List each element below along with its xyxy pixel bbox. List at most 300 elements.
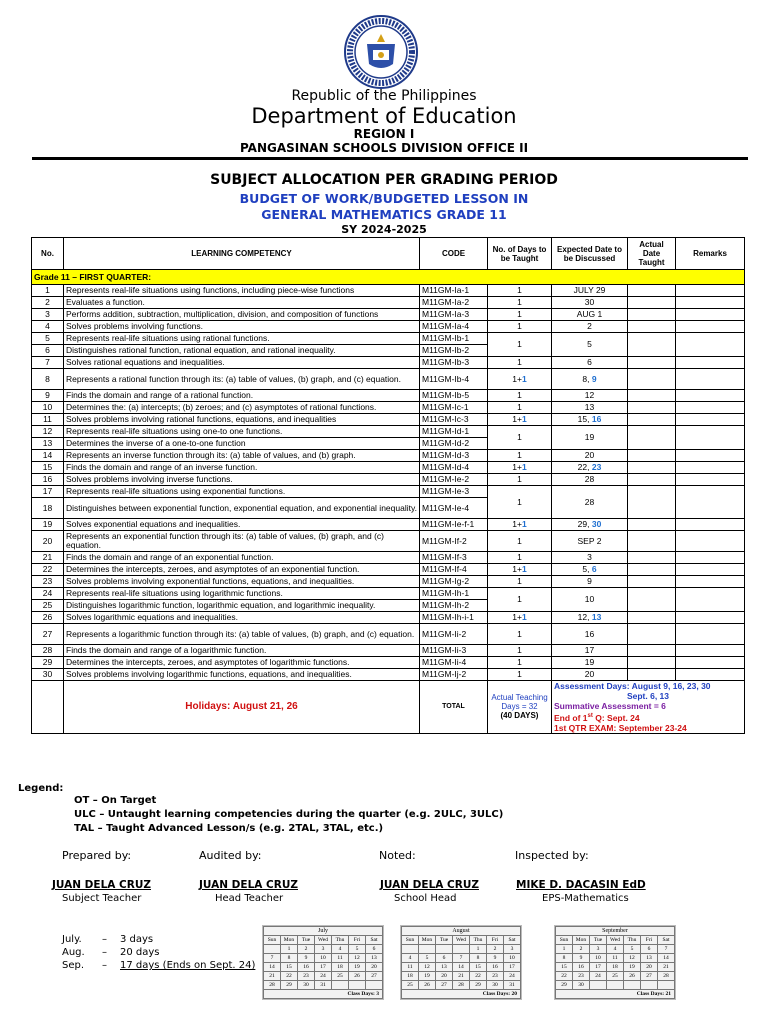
row-expected-date: JULY 29 bbox=[552, 285, 628, 297]
republic-line: Republic of the Philippines bbox=[291, 88, 477, 104]
legend-item-tal: TAL – Taught Advanced Lesson/s (e.g. 2TAL, 3TAL, etc.) bbox=[74, 823, 384, 834]
table-row bbox=[32, 486, 745, 498]
calendar-weekday: Thu bbox=[470, 936, 487, 945]
row-expected-date: 13 bbox=[552, 402, 628, 414]
row-remarks bbox=[676, 624, 745, 645]
row-expected-date: 15, 16 bbox=[552, 414, 628, 426]
calendar-day: 27 bbox=[641, 972, 658, 981]
table-row bbox=[32, 426, 745, 438]
row-code: M11GM-Ii-3 bbox=[420, 645, 488, 657]
calendar-day: 24 bbox=[315, 972, 332, 981]
row-remarks bbox=[676, 576, 745, 588]
calendar-day: 15 bbox=[556, 963, 573, 972]
department-title: Department of Education bbox=[251, 104, 517, 128]
row-competency: Represents real-life situations using rational functions. bbox=[64, 333, 420, 345]
region-line: REGION I bbox=[353, 127, 415, 141]
row-actual-date bbox=[628, 612, 676, 624]
calendar-weekday: Sun bbox=[264, 936, 281, 945]
actual-teaching-label: Actual Teaching Days = 32 bbox=[491, 693, 548, 712]
row-number: 14 bbox=[32, 450, 64, 462]
calendar-weekday: Sat bbox=[504, 936, 521, 945]
row-expected-date: SEP 2 bbox=[552, 531, 628, 552]
table-row bbox=[32, 519, 745, 531]
calendar-class-days: Class Days: 20 bbox=[402, 990, 521, 999]
calendar-day: 24 bbox=[504, 972, 521, 981]
row-remarks bbox=[676, 285, 745, 297]
calendar-day: 30 bbox=[573, 981, 590, 990]
noted-label: Noted: bbox=[379, 849, 416, 862]
table-row bbox=[32, 576, 745, 588]
row-code: M11GM-Ia-2 bbox=[420, 297, 488, 309]
row-expected-date: 12, 13 bbox=[552, 612, 628, 624]
audited-by-name: JUAN DELA CRUZ bbox=[199, 879, 298, 891]
calendar-day bbox=[590, 981, 607, 990]
header-actual-date: Actual Date Taught bbox=[628, 238, 676, 270]
days-july: July. – 3 days bbox=[62, 934, 154, 945]
calendar-day: 4 bbox=[402, 954, 419, 963]
calendar-day: 10 bbox=[315, 954, 332, 963]
row-remarks bbox=[676, 414, 745, 426]
row-actual-date bbox=[628, 390, 676, 402]
calendar-day: 4 bbox=[332, 945, 349, 954]
row-code: M11GM-Ii-4 bbox=[420, 657, 488, 669]
row-days: 1 bbox=[488, 624, 552, 645]
calendar-day: 25 bbox=[332, 972, 349, 981]
calendar-day: 29 bbox=[470, 981, 487, 990]
row-number: 16 bbox=[32, 474, 64, 486]
table-row bbox=[32, 390, 745, 402]
calendar-weekday: Thu bbox=[332, 936, 349, 945]
row-expected-date: 3 bbox=[552, 552, 628, 564]
row-competency: Distinguishes logarithmic function, logarithmic equation, and logarithmic inequality. bbox=[64, 600, 420, 612]
table-row bbox=[32, 321, 745, 333]
row-competency: Solves rational equations and inequalities. bbox=[64, 357, 420, 369]
calendar-day: 3 bbox=[504, 945, 521, 954]
row-code: M11GM-Ia-1 bbox=[420, 285, 488, 297]
row-expected-date: 10 bbox=[552, 588, 628, 612]
row-days: 1 bbox=[488, 297, 552, 309]
calendar-weekday: Wed bbox=[607, 936, 624, 945]
calendar-day: 17 bbox=[315, 963, 332, 972]
row-expected-date: 12 bbox=[552, 390, 628, 402]
row-actual-date bbox=[628, 285, 676, 297]
row-actual-date bbox=[628, 588, 676, 612]
calendar-day: 2 bbox=[487, 945, 504, 954]
calendar-day: 21 bbox=[658, 963, 675, 972]
row-actual-date bbox=[628, 333, 676, 357]
calendar-day: 6 bbox=[436, 954, 453, 963]
calendar-day: 14 bbox=[453, 963, 470, 972]
calendar-day: 31 bbox=[315, 981, 332, 990]
row-number: 13 bbox=[32, 438, 64, 450]
row-actual-date bbox=[628, 657, 676, 669]
calendar-day: 26 bbox=[349, 972, 366, 981]
calendar-day: 29 bbox=[281, 981, 298, 990]
noted-role: School Head bbox=[394, 893, 457, 904]
row-expected-date: 22, 23 bbox=[552, 462, 628, 474]
calendar-class-days: Class Days: 21 bbox=[556, 990, 675, 999]
division-line: PANGASINAN SCHOOLS DIVISION OFFICE II bbox=[239, 141, 529, 155]
row-days: 1 bbox=[488, 486, 552, 519]
total-label: TOTAL bbox=[420, 681, 488, 734]
row-remarks bbox=[676, 519, 745, 531]
row-actual-date bbox=[628, 321, 676, 333]
table-row bbox=[32, 564, 745, 576]
inspected-by-name: MIKE D. DACASIN EdD bbox=[516, 879, 646, 891]
row-remarks bbox=[676, 669, 745, 681]
row-expected-date: 6 bbox=[552, 357, 628, 369]
calendar-day: 14 bbox=[658, 954, 675, 963]
row-number: 24 bbox=[32, 588, 64, 600]
row-code: M11GM-Ib-5 bbox=[420, 390, 488, 402]
calendar-day: 19 bbox=[624, 963, 641, 972]
row-remarks bbox=[676, 486, 745, 519]
row-competency: Distinguishes rational function, rational equation, and rational inequality. bbox=[64, 345, 420, 357]
calendar-day bbox=[349, 981, 366, 990]
row-competency: Distinguishes between exponential function, exponential equation, and exponential inequality. bbox=[64, 498, 420, 519]
calendar-september bbox=[554, 925, 676, 1000]
row-actual-date bbox=[628, 474, 676, 486]
row-remarks bbox=[676, 474, 745, 486]
calendar-day: 22 bbox=[281, 972, 298, 981]
calendar-day: 1 bbox=[470, 945, 487, 954]
row-code: M11GM-Ie-2 bbox=[420, 474, 488, 486]
row-competency: Represents a rational function through its: (a) table of values, (b) graph, and (c) equation. bbox=[64, 369, 420, 390]
row-code: M11GM-Id-3 bbox=[420, 450, 488, 462]
row-number: 23 bbox=[32, 576, 64, 588]
calendar-day: 25 bbox=[402, 981, 419, 990]
row-days: 1+1 bbox=[488, 612, 552, 624]
footer-blank bbox=[32, 681, 64, 734]
row-days: 1 bbox=[488, 309, 552, 321]
table-row bbox=[32, 333, 745, 345]
table-row bbox=[32, 624, 745, 645]
calendar-day: 7 bbox=[264, 954, 281, 963]
row-competency: Represents real-life situations using functions, including piece-wise functions bbox=[64, 285, 420, 297]
calendar-day: 18 bbox=[402, 972, 419, 981]
row-remarks bbox=[676, 333, 745, 357]
budget-of-work-table bbox=[31, 237, 745, 734]
row-days: 1+1 bbox=[488, 564, 552, 576]
calendar-day bbox=[402, 945, 419, 954]
row-expected-date: 30 bbox=[552, 297, 628, 309]
calendar-day: 28 bbox=[264, 981, 281, 990]
row-days: 1 bbox=[488, 645, 552, 657]
row-competency: Solves exponential equations and inequalities. bbox=[64, 519, 420, 531]
row-number: 25 bbox=[32, 600, 64, 612]
row-number: 20 bbox=[32, 531, 64, 552]
row-competency: Finds the domain and range of an inverse function. bbox=[64, 462, 420, 474]
row-expected-date: 16 bbox=[552, 624, 628, 645]
row-code: M11GM-Ia-4 bbox=[420, 321, 488, 333]
calendar-day: 21 bbox=[264, 972, 281, 981]
table-row bbox=[32, 450, 745, 462]
row-expected-date: 20 bbox=[552, 669, 628, 681]
row-actual-date bbox=[628, 486, 676, 519]
calendar-day: 7 bbox=[658, 945, 675, 954]
table-row bbox=[32, 402, 745, 414]
row-remarks bbox=[676, 531, 745, 552]
row-code: M11GM-Ic-1 bbox=[420, 402, 488, 414]
calendar-day: 23 bbox=[298, 972, 315, 981]
calendar-day: 5 bbox=[624, 945, 641, 954]
row-actual-date bbox=[628, 450, 676, 462]
doc-subtitle-1: BUDGET OF WORK/BUDGETED LESSON IN bbox=[239, 191, 529, 206]
calendar-day: 27 bbox=[366, 972, 383, 981]
calendar-day: 24 bbox=[590, 972, 607, 981]
calendar-weekday: Tue bbox=[436, 936, 453, 945]
calendar-day: 15 bbox=[281, 963, 298, 972]
header-days: No. of Days to be Taught bbox=[488, 238, 552, 270]
row-expected-date: 28 bbox=[552, 474, 628, 486]
doc-title: SUBJECT ALLOCATION PER GRADING PERIOD bbox=[210, 172, 558, 188]
calendar-day: 16 bbox=[487, 963, 504, 972]
row-days: 1 bbox=[488, 321, 552, 333]
row-actual-date bbox=[628, 309, 676, 321]
calendar-day: 12 bbox=[624, 954, 641, 963]
calendar-day: 5 bbox=[349, 945, 366, 954]
assessment-notes bbox=[552, 681, 745, 734]
row-competency: Solves problems involving functions. bbox=[64, 321, 420, 333]
quarter-exam: 1st QTR EXAM: September 23-24 bbox=[554, 722, 687, 733]
row-code: M11GM-Ie-4 bbox=[420, 498, 488, 519]
header-competency: LEARNING COMPETENCY bbox=[64, 238, 420, 270]
calendar-weekday: Wed bbox=[453, 936, 470, 945]
calendar-weekday: Tue bbox=[590, 936, 607, 945]
noted-name: JUAN DELA CRUZ bbox=[380, 879, 479, 891]
table-row bbox=[32, 531, 745, 552]
row-actual-date bbox=[628, 624, 676, 645]
calendar-day: 8 bbox=[556, 954, 573, 963]
row-days: 1 bbox=[488, 669, 552, 681]
row-number: 15 bbox=[32, 462, 64, 474]
row-competency: Determines the inverse of a one-to-one function bbox=[64, 438, 420, 450]
row-days: 1+1 bbox=[488, 462, 552, 474]
calendar-day: 13 bbox=[366, 954, 383, 963]
calendar-day: 13 bbox=[436, 963, 453, 972]
calendar-day: 11 bbox=[332, 954, 349, 963]
legend-title: Legend: bbox=[18, 783, 64, 794]
row-remarks bbox=[676, 564, 745, 576]
row-remarks bbox=[676, 645, 745, 657]
row-code: M11GM-Id-1 bbox=[420, 426, 488, 438]
calendar-day: 9 bbox=[573, 954, 590, 963]
calendar-day: 19 bbox=[349, 963, 366, 972]
row-expected-date: 29, 30 bbox=[552, 519, 628, 531]
end-of-quarter: End of 1st Q: Sept. 24 bbox=[554, 712, 640, 723]
row-actual-date bbox=[628, 576, 676, 588]
calendar-day: 8 bbox=[470, 954, 487, 963]
row-competency: Determines the intercepts, zeroes, and asymptotes of logarithmic functions. bbox=[64, 657, 420, 669]
calendar-weekday: Mon bbox=[419, 936, 436, 945]
calendar-day bbox=[264, 945, 281, 954]
audited-by-label: Audited by: bbox=[199, 849, 262, 862]
calendar-day: 3 bbox=[315, 945, 332, 954]
table-row bbox=[32, 657, 745, 669]
row-remarks bbox=[676, 450, 745, 462]
school-year: SY 2024-2025 bbox=[341, 223, 427, 236]
calendar-day: 26 bbox=[624, 972, 641, 981]
row-expected-date: 19 bbox=[552, 657, 628, 669]
calendar-day: 6 bbox=[366, 945, 383, 954]
row-expected-date: 17 bbox=[552, 645, 628, 657]
row-remarks bbox=[676, 552, 745, 564]
calendar-weekday: Wed bbox=[315, 936, 332, 945]
row-expected-date: 5, 6 bbox=[552, 564, 628, 576]
row-days: 1+1 bbox=[488, 369, 552, 390]
calendar-weekday: Mon bbox=[281, 936, 298, 945]
calendar-july bbox=[262, 925, 384, 1000]
calendar-day: 2 bbox=[573, 945, 590, 954]
row-competency: Determines the: (a) intercepts; (b) zeroes; and (c) asymptotes of rational functions. bbox=[64, 402, 420, 414]
row-code: M11GM-Ib-4 bbox=[420, 369, 488, 390]
row-number: 10 bbox=[32, 402, 64, 414]
row-actual-date bbox=[628, 369, 676, 390]
row-code: M11GM-Ie-f-1 bbox=[420, 519, 488, 531]
calendar-day: 26 bbox=[419, 981, 436, 990]
table-row bbox=[32, 588, 745, 600]
row-number: 17 bbox=[32, 486, 64, 498]
legend-item-ot: OT – On Target bbox=[74, 795, 157, 806]
calendar-august bbox=[400, 925, 522, 1000]
row-days: 1 bbox=[488, 357, 552, 369]
table-row bbox=[32, 612, 745, 624]
row-number: 11 bbox=[32, 414, 64, 426]
calendar-day: 17 bbox=[504, 963, 521, 972]
row-code: M11GM-If-2 bbox=[420, 531, 488, 552]
holidays-note: Holidays: August 21, 26 bbox=[64, 681, 420, 734]
legend-item-ulc: ULC – Untaught learning competencies during the quarter (e.g. 2ULC, 3ULC) bbox=[74, 809, 504, 820]
header-expected-date: Expected Date to be Discussed bbox=[552, 238, 628, 270]
calendar-day bbox=[658, 981, 675, 990]
calendar-weekday: Fri bbox=[349, 936, 366, 945]
prepared-by-label: Prepared by: bbox=[62, 849, 132, 862]
header-no: No. bbox=[32, 238, 64, 270]
row-number: 18 bbox=[32, 498, 64, 519]
header-remarks: Remarks bbox=[676, 238, 745, 270]
row-days: 1 bbox=[488, 657, 552, 669]
row-number: 27 bbox=[32, 624, 64, 645]
row-code: M11GM-Id-2 bbox=[420, 438, 488, 450]
calendar-day: 14 bbox=[264, 963, 281, 972]
calendar-day: 15 bbox=[470, 963, 487, 972]
prepared-by-name: JUAN DELA CRUZ bbox=[52, 879, 151, 891]
row-number: 22 bbox=[32, 564, 64, 576]
audited-by-role: Head Teacher bbox=[215, 893, 284, 904]
row-competency: Represents real-life situations using exponential functions. bbox=[64, 486, 420, 498]
calendar-day: 12 bbox=[419, 963, 436, 972]
row-actual-date bbox=[628, 519, 676, 531]
calendar-day: 28 bbox=[658, 972, 675, 981]
row-actual-date bbox=[628, 426, 676, 450]
actual-total-days: (40 DAYS) bbox=[500, 711, 539, 721]
row-code: M11GM-Ib-1 bbox=[420, 333, 488, 345]
row-competency: Finds the domain and range of a rational function. bbox=[64, 390, 420, 402]
row-competency: Solves logarithmic equations and inequalities. bbox=[64, 612, 420, 624]
calendar-day: 12 bbox=[349, 954, 366, 963]
calendar-day bbox=[366, 981, 383, 990]
calendar-day: 4 bbox=[607, 945, 624, 954]
calendar-weekday: Sun bbox=[402, 936, 419, 945]
calendar-day: 5 bbox=[419, 954, 436, 963]
row-competency: Represents real-life situations using logarithmic functions. bbox=[64, 588, 420, 600]
table-row bbox=[32, 474, 745, 486]
prepared-by-role: Subject Teacher bbox=[62, 893, 142, 904]
inspected-by-role: EPS-Mathematics bbox=[542, 893, 629, 904]
calendar-day: 8 bbox=[281, 954, 298, 963]
table-row bbox=[32, 414, 745, 426]
row-days: 1 bbox=[488, 474, 552, 486]
row-actual-date bbox=[628, 645, 676, 657]
calendar-day: 20 bbox=[436, 972, 453, 981]
calendar-day: 11 bbox=[607, 954, 624, 963]
row-expected-date: AUG 1 bbox=[552, 309, 628, 321]
row-remarks bbox=[676, 462, 745, 474]
row-number: 21 bbox=[32, 552, 64, 564]
row-remarks bbox=[676, 357, 745, 369]
calendar-day: 1 bbox=[281, 945, 298, 954]
inspected-by-label: Inspected by: bbox=[515, 849, 589, 862]
row-expected-date: 19 bbox=[552, 426, 628, 450]
row-competency: Solves problems involving rational functions, equations, and inequalities bbox=[64, 414, 420, 426]
row-number: 4 bbox=[32, 321, 64, 333]
row-number: 30 bbox=[32, 669, 64, 681]
row-competency: Determines the intercepts, zeroes, and asymptotes of an exponential function. bbox=[64, 564, 420, 576]
calendar-day: 9 bbox=[298, 954, 315, 963]
row-actual-date bbox=[628, 669, 676, 681]
row-code: M11GM-Ih-i-1 bbox=[420, 612, 488, 624]
row-actual-date bbox=[628, 531, 676, 552]
calendar-day: 25 bbox=[607, 972, 624, 981]
table-row bbox=[32, 297, 745, 309]
calendar-weekday: Sat bbox=[658, 936, 675, 945]
calendar-day: 16 bbox=[573, 963, 590, 972]
row-actual-date bbox=[628, 402, 676, 414]
table-row bbox=[32, 552, 745, 564]
calendar-day: 17 bbox=[590, 963, 607, 972]
table-row bbox=[32, 462, 745, 474]
row-number: 26 bbox=[32, 612, 64, 624]
table-row bbox=[32, 669, 745, 681]
calendar-day bbox=[419, 945, 436, 954]
row-days: 1 bbox=[488, 552, 552, 564]
header-divider bbox=[32, 157, 748, 160]
row-days: 1 bbox=[488, 402, 552, 414]
row-code: M11GM-Ij-2 bbox=[420, 669, 488, 681]
quarter-label: Grade 11 – FIRST QUARTER: bbox=[32, 270, 745, 285]
table-row bbox=[32, 645, 745, 657]
actual-teaching-days bbox=[488, 681, 552, 734]
row-days: 1+1 bbox=[488, 519, 552, 531]
row-actual-date bbox=[628, 552, 676, 564]
calendar-weekday: Fri bbox=[487, 936, 504, 945]
row-expected-date: 8, 9 bbox=[552, 369, 628, 390]
calendar-day: 22 bbox=[470, 972, 487, 981]
row-remarks bbox=[676, 297, 745, 309]
row-remarks bbox=[676, 321, 745, 333]
calendar-day: 20 bbox=[641, 963, 658, 972]
row-code: M11GM-Ih-2 bbox=[420, 600, 488, 612]
row-competency: Evaluates a function. bbox=[64, 297, 420, 309]
row-number: 28 bbox=[32, 645, 64, 657]
calendar-day: 3 bbox=[590, 945, 607, 954]
row-competency: Finds the domain and range of a logarithmic function. bbox=[64, 645, 420, 657]
calendar-day: 20 bbox=[366, 963, 383, 972]
row-code: M11GM-Ic-3 bbox=[420, 414, 488, 426]
row-number: 5 bbox=[32, 333, 64, 345]
row-remarks bbox=[676, 390, 745, 402]
calendar-day: 18 bbox=[332, 963, 349, 972]
